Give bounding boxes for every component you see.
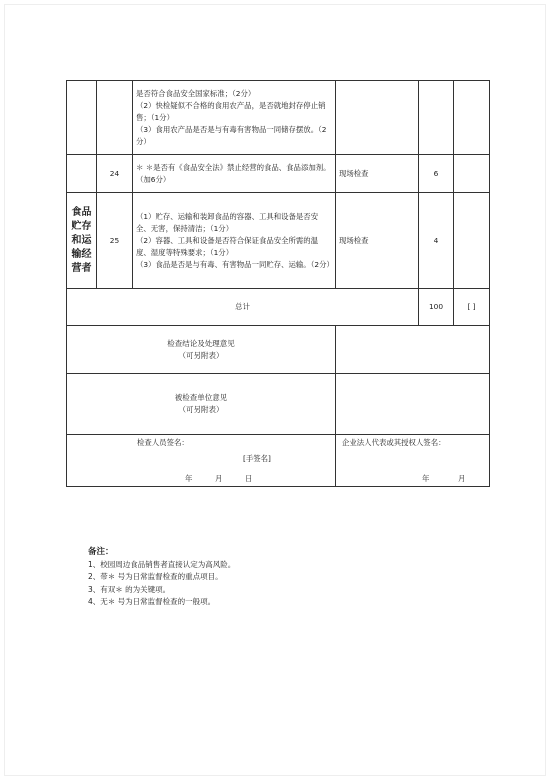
- item-number: 24: [97, 155, 133, 193]
- inspector-sign-mark: [手签名]: [243, 454, 271, 463]
- method-cell: [336, 155, 419, 193]
- inspector-signature-label: 检查人员签名：: [137, 438, 189, 447]
- unit-opinion-note: （可另附表）: [178, 405, 224, 414]
- category-label: 食品贮存和运输经营者: [71, 206, 92, 274]
- item-number-cell: [97, 81, 133, 155]
- legal-signature-cell: [336, 435, 490, 487]
- check-method: 现场检查: [339, 168, 369, 178]
- score-cell: [419, 81, 454, 155]
- legal-month: 月: [458, 474, 466, 483]
- note-item: 4、无＊ 号为日常监督检查的一般项。: [88, 597, 216, 606]
- inspector-signature-cell: [67, 435, 336, 487]
- conclusion-value-cell: [336, 326, 490, 374]
- content-line: （3）食品是否是与有毒、有害物品一同贮存、运输。（2分）: [136, 259, 334, 269]
- category-cell: [67, 193, 97, 289]
- conclusion-label-cell: [67, 326, 336, 374]
- unit-opinion-label-cell: [67, 374, 336, 435]
- inspector-day: 日: [245, 474, 253, 483]
- item-content-cell: [133, 193, 336, 289]
- note-item: 2、带＊ 号为日常监督检查的重点项目。: [88, 572, 223, 581]
- content-line: （2）容器、工具和设备是否符合保证食品安全所需的温度、湿度等特殊要求；（1分）: [136, 235, 319, 257]
- conclusion-row: [67, 326, 490, 374]
- note-item: 3、有双＊ 的为关键项。: [88, 584, 171, 594]
- inspector-month: 月: [215, 474, 223, 483]
- table-row: [67, 193, 490, 289]
- signature-row: [67, 435, 490, 487]
- item-content-cell: [133, 81, 336, 155]
- check-method: 现场检查: [339, 235, 369, 245]
- total-label: 总计: [67, 289, 419, 326]
- note-item: 1、校园周边食品销售者直接认定为高风险。: [88, 559, 236, 569]
- method-cell: [336, 81, 419, 155]
- total-result: [ ]: [454, 289, 490, 326]
- result-cell: [454, 193, 490, 289]
- item-score: 6: [419, 155, 454, 193]
- item-number: 25: [97, 193, 133, 289]
- method-cell: [336, 193, 419, 289]
- total-row: [67, 289, 490, 326]
- legal-signature-label: 企业法人代表或其授权人签名：: [342, 438, 446, 447]
- content-line: （3）食用农产品是否是与有毒有害物品一同储存摆放。（2分）: [136, 124, 327, 146]
- table-row: [67, 155, 490, 193]
- total-score: 100: [419, 289, 454, 326]
- conclusion-label: 检查结论及处理意见: [167, 338, 235, 348]
- table-row: [67, 81, 490, 155]
- content-line: （1）贮存、运输和装卸食品的容器、工具和设备是否安全、无害，保持清洁；（1分）: [136, 211, 319, 233]
- content-line: ＊ ＊是否有《食品安全法》禁止经营的食品、食品添加剂。（加6分）: [136, 162, 331, 184]
- legal-year: 年: [422, 474, 430, 483]
- unit-opinion-label: 被检查单位意见: [174, 393, 228, 402]
- result-cell: [454, 155, 490, 193]
- content-line: 是否符合食品安全国家标准；（2分）: [136, 88, 256, 98]
- category-cell: [67, 155, 97, 193]
- content-line: （2）快检疑似不合格的食用农产品，是否就地封存停止销售；（1分）: [136, 100, 326, 122]
- unit-opinion-row: [67, 374, 490, 435]
- conclusion-note: （可另附表）: [178, 350, 224, 360]
- result-cell: [454, 81, 490, 155]
- unit-opinion-value-cell: [336, 374, 490, 435]
- inspector-year: 年: [185, 474, 193, 483]
- item-score: 4: [419, 193, 454, 289]
- category-cell: [67, 81, 97, 155]
- notes-title: 备注：: [88, 547, 114, 557]
- item-content-cell: [133, 155, 336, 193]
- notes-section: [88, 546, 235, 609]
- inspection-table: [66, 80, 490, 487]
